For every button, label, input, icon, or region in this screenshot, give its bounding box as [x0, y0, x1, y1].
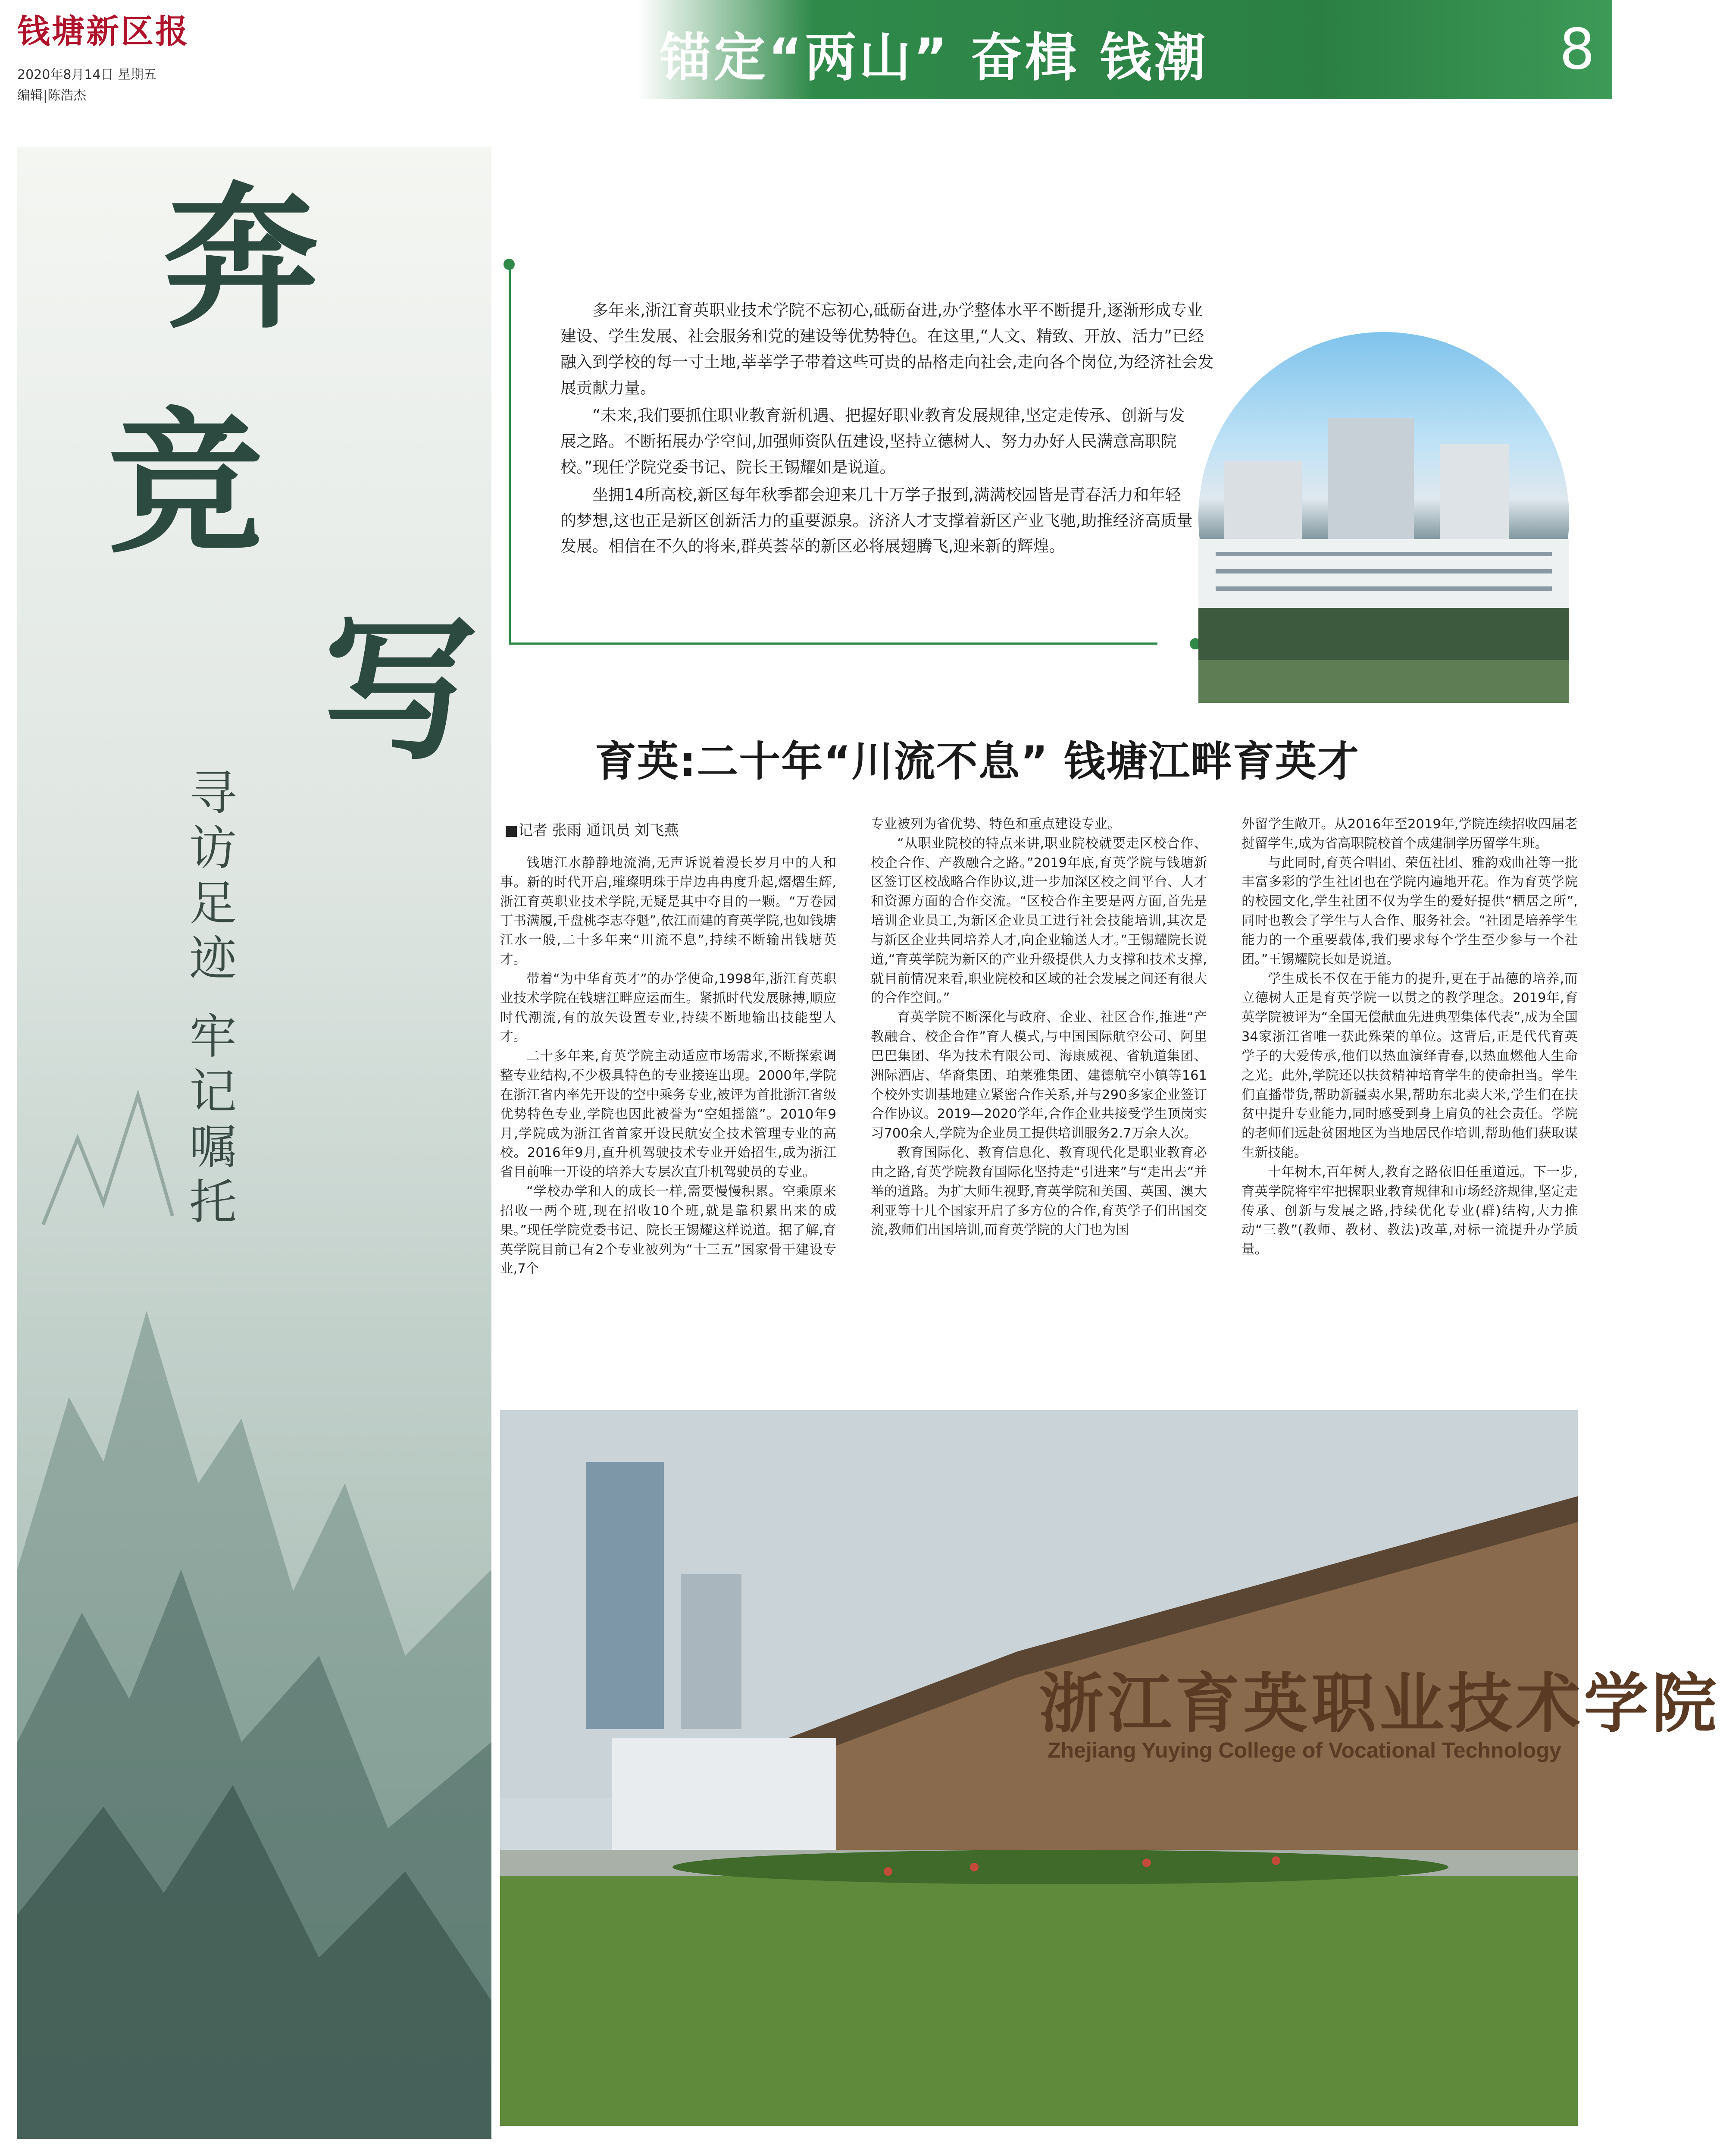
intro-paragraph: 多年来,浙江育英职业技术学院不忘初心,砥砺奋进,办学整体水平不断提升,逐渐形成专业建设、学生发展、社会服务和党的建设等优势特色。在这里,“人文、精致、开放、活力”已经融入到学校的每一寸土地,莘莘学子带着这些可贵的品格走向社会,走向各个岗位,为经济社会发展贡献力量。 — [560, 301, 1214, 397]
timeline-background — [0, 2139, 1612, 2156]
article-paragraph: “从职业院校的特点来讲,职业院校就要走区校合作、校企合作、产教融合之路。”2019年底,育英学院与钱塘新区签订区校战略合作协议,进一步加深区校之间平台、人才和资源方面的合作交流。“区校合作主要是两方面,首先是培训企业员工,为新区企业员工进行社会技能培训,其次是与新区企业共同培养人才,向企业输送人才。”王锡耀院长说道,“育英学院为新区的产业升级提供人力支撑和技术支撑,就目前情况来看,职业院校和区域的社会发展之间还有很大的合作空间。” — [871, 836, 1207, 1006]
article-paragraph: 外留学生敞开。从2016年至2019年,学院连续招收四届老挝留学生,成为省高职院校首个成建制学历留学生班。 — [1242, 817, 1578, 851]
school-name-sign: 浙江育英职业技术学院 — [1039, 1666, 1720, 1742]
article-paragraph: 十年树木,百年树人,教育之路依旧任重道远。下一步,育英学院将牢牢把握职业教育规律和市场经济规律,坚定走传承、创新与发展之路,持续优化专业(群)结构,大力推动“三教”(教师、教材、教法)改革,对标一流提升办学质量。 — [1242, 1164, 1578, 1257]
college-building-illustration — [500, 1410, 1578, 2126]
title-char-3: 写 — [323, 599, 478, 781]
article-paragraph: 教育国际化、教育信息化、教育现代化是职业教育必由之路,育英学院教育国际化坚持走“引进来”与“走出去”并举的道路。为扩大师生视野,育英学院和美国、英国、澳大利亚等十几个国家开启了多方位的合作,育英学子们出国交流,教师们出国培训,而育英学院的大门也为国 — [871, 1145, 1207, 1238]
article-paragraph: 学生成长不仅在于能力的提升,更在于品德的培养,而立德树人正是育英学院一以贯之的教学理念。2019年,育英学院被评为“全国无偿献血先进典型集体代表”,成为全国34家浙江省唯一获此殊荣的单位。这背后,正是代代育英学子的大爱传承,他们以热血演绎青春,以热血燃他人生命之光。此外,学院还以扶贫精神培育学生的使命担当。学生们直播带货,帮助新疆卖水果,帮助东北卖大米,学生们在扶贫中提升专业能力,同时感受到身上肩负的社会责任。学院的老师们远赴贫困地区为当地居民作培训,帮助他们获取谋生新技能。 — [1242, 971, 1578, 1161]
intro-paragraph: 坐拥14所高校,新区每年秋季都会迎来几十万学子报到,满满校园皆是青春活力和年轻的梦想,这也正是新区创新活力的重要源泉。济济人才支撑着新区产业飞驰,助推经济高质量发展。相信在不久的将来,群英荟萃的新区必将展翅腾飞,迎来新的辉煌。 — [560, 485, 1193, 556]
editor-credit: 编辑|陈浩杰 — [17, 88, 87, 103]
feature-subtitle: 寻访足迹 牢记嘱托 — [181, 768, 237, 1232]
page-number: 8 — [1559, 16, 1595, 82]
article-paragraph: 二十多年来,育英学院主动适应市场需求,不断探索调整专业结构,不少极具特色的专业接连出现。2000年,学院在浙江省内率先开设的空中乘务专业,被评为首批浙江省级优势特色专业,学院也因此被誉为“空姐摇篮”。2010年9月,学院成为浙江省首家开设民航安全技术管理专业的高校。2016年9月,直升机驾驶技术专业开始招生,成为浙江省目前唯一开设的培养大专层次直升机驾驶员的专业。 — [500, 1049, 836, 1180]
article-column-1 — [500, 854, 836, 1279]
section-title: 锚定“两山” 奋楫 钱潮 — [660, 28, 1209, 88]
article-paragraph: 钱塘江水静静地流淌,无声诉说着漫长岁月中的人和事。新的时代开启,璀璨明珠于岸边冉冉度升起,熠熠生辉,浙江育英职业技术学院,无疑是其中夺目的一颗。“万卷园丁书满履,千盘桃李志夺魁”,依江而建的育英学院,也如钱塘江水一般,二十多年来“川流不息”,持续不断输出钱塘英才。 — [500, 856, 836, 968]
intro-paragraph: “未来,我们要抓住职业教育新机遇、把握好职业教育发展规律,坚定走传承、创新与发展之路。不断拓展办学空间,加强师资队伍建设,坚持立德树人、努力办好人民满意高职院校。”现任学院党委书记、院长王锡耀如是说道。 — [560, 406, 1185, 476]
article-headline: 育英:二十年“川流不息” 钱塘江畔育英才 — [595, 737, 1360, 786]
school-name-sign-en: Zhejiang Yuying College of Vocational Technology — [1048, 1738, 1561, 1762]
college-entrance-photo — [500, 1410, 1720, 2126]
intro-text — [560, 298, 1233, 561]
article-byline: ■记者 张雨 通讯员 刘飞燕 — [504, 822, 679, 839]
article-column-3 — [1242, 815, 1578, 1260]
article-column-2 — [871, 815, 1207, 1240]
title-char-1: 奔 — [164, 167, 319, 350]
frame-dot — [503, 259, 515, 270]
campus-buildings-illustration — [1198, 332, 1569, 703]
article-paragraph: “学校办学和人的成长一样,需要慢慢积累。空乘原来招收一两个班,现在招收10个班,就是靠积累出来的成果。”现任学院党委书记、院长王锡耀这样说道。据了解,育英学院目前已有2个专业被列为“十三五”国家骨干建设专业,7个 — [500, 1184, 836, 1277]
article-paragraph: 专业被列为省优势、特色和重点建设专业。 — [871, 817, 1121, 832]
article-paragraph: 育英学院不断深化与政府、企业、社区合作,推进“产教融合、校企合作”育人模式,与中国国际航空公司、阿里巴巴集团、华为技术有限公司、海康威视、省轨道集团、洲际酒店、华裔集团、珀莱雅集团、建德航空小镇等161个校外实训基地建立紧密合作关系,并与290多家企业签订合作协议。2019—2020学年,合作企业共接受学生顶岗实习700余人,学院为企业员工提供培训服务2.7万余人次。 — [871, 1010, 1207, 1141]
campus-photo-circle — [1198, 332, 1569, 703]
masthead-logo: 钱塘新区报 — [17, 12, 190, 50]
title-char-2: 竞 — [108, 392, 263, 574]
article-paragraph: 与此同时,育英合唱团、荣伍社团、雅韵戏曲社等一批丰富多彩的学生社团也在学院内遍地开花。作为育英学院的校园文化,学生社团不仅为学生的爱好提供“栖居之所”,同时也教会了学生与人合作、服务社会。“社团是培养学生能力的一个重要载体,我们要求每个学生至少参与一个社团。”王锡耀院长如是说道。 — [1242, 855, 1578, 967]
issue-date: 2020年8月14日 星期五 — [17, 67, 157, 82]
article-paragraph: 带着“为中华育英才”的办学使命,1998年,浙江育英职业技术学院在钱塘江畔应运而生。紧抓时代发展脉搏,顺应时代潮流,有的放矢设置专业,持续不断地输出技能型人才。 — [500, 971, 836, 1045]
